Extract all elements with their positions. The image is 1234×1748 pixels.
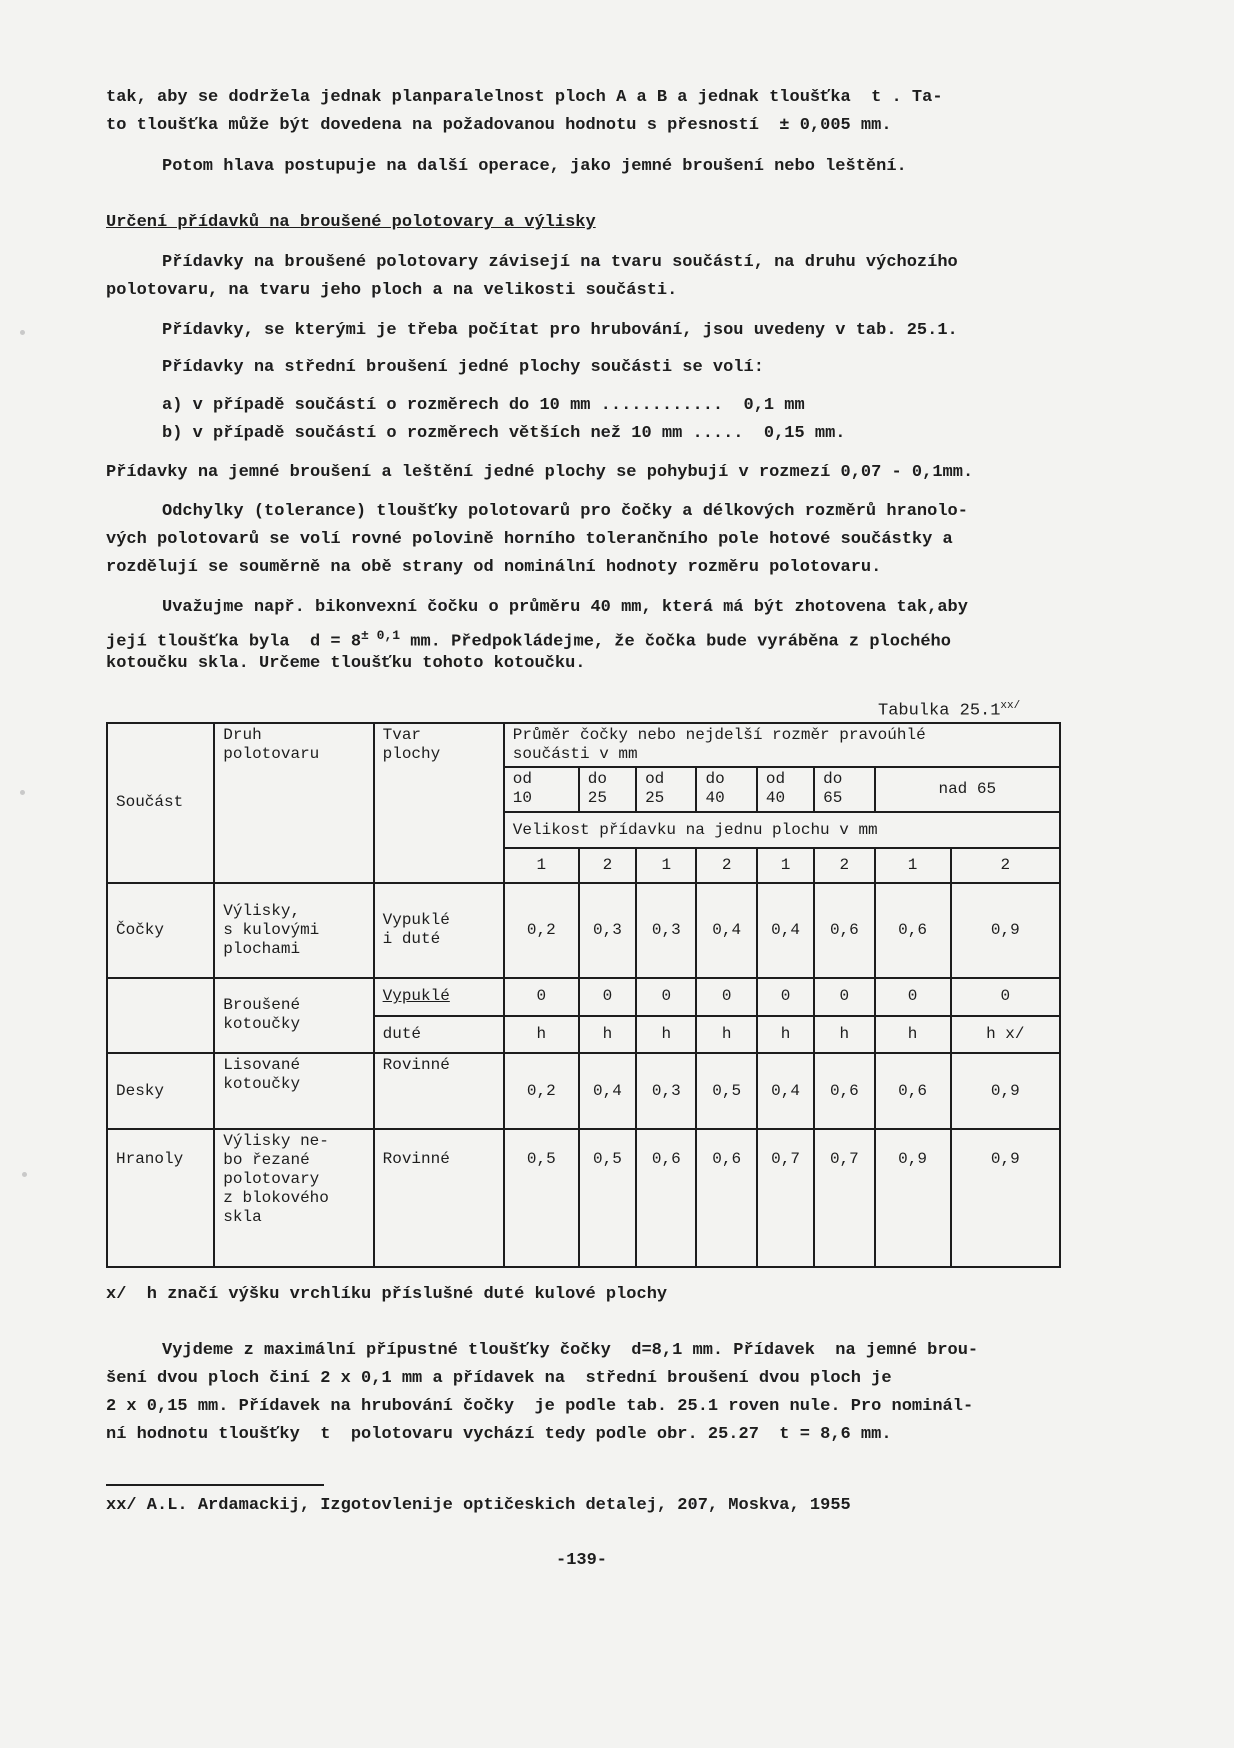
value-cell: h <box>875 1016 951 1052</box>
paragraph-line: Potom hlava postupuje na další operace, jako jemné broušení nebo leštění. <box>162 157 907 176</box>
header-shape: Tvar plochy <box>374 723 504 883</box>
col-index: 1 <box>504 848 579 882</box>
value-cell: 0,7 <box>814 1129 874 1267</box>
value-cell: 0 <box>757 978 814 1016</box>
value-cell: 0,3 <box>636 1053 696 1130</box>
row-shape: Rovinné <box>374 1053 504 1130</box>
table-row <box>107 1053 1060 1130</box>
row-part: Desky <box>107 1053 214 1130</box>
header-diameter: Průměr čočky nebo nejdelší rozměr pravoúhlé součásti v mm <box>504 723 1060 767</box>
scan-speck <box>20 330 25 335</box>
table-row <box>107 978 1060 1016</box>
value-cell: 0,9 <box>951 883 1060 978</box>
col-index: 2 <box>696 848 756 882</box>
value-cell: 0 <box>696 978 756 1016</box>
header-part: Součást <box>107 723 214 883</box>
value-cell: 0,6 <box>696 1129 756 1267</box>
value-cell: h <box>814 1016 874 1052</box>
value-cell: 0,3 <box>636 883 696 978</box>
table-caption-text: Tabulka 25.1 <box>878 701 1001 721</box>
value-cell: 0 <box>504 978 579 1016</box>
paragraph-line <box>106 626 951 653</box>
value-cell: 0,9 <box>951 1129 1060 1267</box>
header-allowance: Velikost přídavku na jednu plochu v mm <box>504 812 1060 848</box>
table-caption <box>878 700 1020 721</box>
row-shape: Rovinné <box>374 1129 504 1267</box>
col-index: 1 <box>636 848 696 882</box>
range-cell: nad 65 <box>875 767 1060 811</box>
footnote: xx/ A.L. Ardamackij, Izgotovlenije optičeskich detalej, 207, Moskva, 1955 <box>106 1496 851 1515</box>
tolerance-superscript: ± 0,1 <box>361 628 401 643</box>
allowance-table <box>106 722 1061 1268</box>
value-cell: 0,4 <box>696 883 756 978</box>
row-semi: Lisované kotoučky <box>214 1053 373 1130</box>
range-cell: od 40 <box>757 767 814 811</box>
value-cell: 0,4 <box>757 883 814 978</box>
value-cell: 0 <box>814 978 874 1016</box>
footnote-divider <box>106 1484 324 1486</box>
paragraph-line: Vyjdeme z maximální přípustné tloušťky čočky d=8,1 mm. Přídavek na jemné brou- <box>162 1341 979 1360</box>
range-cell: od 25 <box>636 767 696 811</box>
scan-speck <box>22 1172 27 1177</box>
value-cell: h <box>696 1016 756 1052</box>
table-row <box>107 1129 1060 1267</box>
paragraph-line: šení dvou ploch činí 2 x 0,1 mm a přídavek na střední broušení dvou ploch je <box>106 1369 892 1388</box>
value-cell: 0,6 <box>814 883 874 978</box>
paragraph-line: Přídavky na broušené polotovary závisejí na tvaru součástí, na druhu výchozího <box>162 253 958 272</box>
value-cell: 0,4 <box>757 1053 814 1130</box>
col-index: 1 <box>875 848 951 882</box>
value-cell: 0 <box>875 978 951 1016</box>
value-cell: 0,9 <box>875 1129 951 1267</box>
col-index: 2 <box>579 848 636 882</box>
row-semi: Výlisky ne- bo řezané polotovary z blokového skla <box>214 1129 373 1267</box>
row-semi: Broušené kotoučky <box>214 978 373 1053</box>
range-cell: do 65 <box>814 767 874 811</box>
range-cell: do 25 <box>579 767 636 811</box>
formula-text: její tloušťka byla d = 8 <box>106 632 362 652</box>
paragraph-line: polotovaru, na tvaru jeho ploch a na velikosti součásti. <box>106 281 678 300</box>
row-shape: duté <box>374 1016 504 1052</box>
row-part: Čočky <box>107 883 214 978</box>
table-caption-mark: xx/ <box>1000 700 1021 712</box>
range-cell: od 10 <box>504 767 579 811</box>
paragraph-line: ní hodnotu tloušťky t polotovaru vychází tedy podle obr. 25.27 t = 8,6 mm. <box>106 1425 892 1444</box>
col-index: 1 <box>757 848 814 882</box>
value-cell: h <box>636 1016 696 1052</box>
value-cell: h x/ <box>951 1016 1060 1052</box>
row-semi: Výlisky, s kulovými plochami <box>214 883 373 978</box>
section-heading: Určení přídavků na broušené polotovary a výlisky <box>106 213 596 232</box>
paragraph-line: Přídavky na střední broušení jedné plochy součásti se volí: <box>162 358 764 377</box>
value-cell: 0,6 <box>875 883 951 978</box>
value-cell: 0,5 <box>579 1129 636 1267</box>
value-cell: 0 <box>636 978 696 1016</box>
value-cell: 0,6 <box>875 1053 951 1130</box>
paragraph-line: Přídavky, se kterými je třeba počítat pro hrubování, jsou uvedeny v tab. 25.1. <box>162 321 958 340</box>
table-row <box>107 883 1060 978</box>
value-cell: 0,6 <box>636 1129 696 1267</box>
value-cell: 0,5 <box>504 1129 579 1267</box>
paragraph-line: to tloušťka může být dovedena na požadovanou hodnotu s přesností ± 0,005 mm. <box>106 116 892 135</box>
row-shape: Vypuklé i duté <box>374 883 504 978</box>
table-note: x/ h značí výšku vrchlíku příslušné duté kulové plochy <box>106 1285 668 1304</box>
value-cell: 0,6 <box>814 1053 874 1130</box>
formula-text-rest: mm. Předpokládejme, že čočka bude vyráběna z plochého <box>400 632 951 652</box>
value-cell: 0,2 <box>504 883 579 978</box>
paragraph-line: vých polotovarů se volí rovné polovině horního tolerančního pole hotové součástky a <box>106 530 953 549</box>
scan-speck <box>20 790 25 795</box>
value-cell: 0 <box>951 978 1060 1016</box>
page-number: -139- <box>556 1551 608 1570</box>
paragraph-line: 2 x 0,15 mm. Přídavek na hrubování čočky je podle tab. 25.1 roven nule. Pro nominál- <box>106 1397 974 1416</box>
row-part-empty <box>107 978 214 1053</box>
value-cell: h <box>579 1016 636 1052</box>
value-cell: h <box>757 1016 814 1052</box>
paragraph-line: rozdělují se souměrně na obě strany od nominální hodnoty rozměru polotovaru. <box>106 558 882 577</box>
value-cell: 0,2 <box>504 1053 579 1130</box>
paragraph-line: kotoučku skla. Určeme tloušťku tohoto kotoučku. <box>106 654 586 673</box>
list-item-a: a) v případě součástí o rozměrech do 10 mm ............ 0,1 mm <box>162 396 805 415</box>
paragraph-line: tak, aby se dodržela jednak planparalelnost ploch A a B a jednak tloušťka t . Ta- <box>106 88 943 107</box>
range-cell: do 40 <box>696 767 756 811</box>
value-cell: 0,9 <box>951 1053 1060 1130</box>
value-cell: h <box>504 1016 579 1052</box>
value-cell: 0,3 <box>579 883 636 978</box>
col-index: 2 <box>951 848 1060 882</box>
row-shape: Vypuklé <box>374 978 504 1016</box>
value-cell: 0,5 <box>696 1053 756 1130</box>
paragraph-line: Odchylky (tolerance) tloušťky polotovarů pro čočky a délkových rozměrů hranolo- <box>162 502 968 521</box>
paragraph-line: Přídavky na jemné broušení a leštění jedné plochy se pohybují v rozmezí 0,07 - 0,1mm. <box>106 463 974 482</box>
row-part: Hranoly <box>107 1129 214 1267</box>
value-cell: 0,4 <box>579 1053 636 1130</box>
col-index: 2 <box>814 848 874 882</box>
list-item-b: b) v případě součástí o rozměrech větších než 10 mm ..... 0,15 mm. <box>162 424 846 443</box>
value-cell: 0,7 <box>757 1129 814 1267</box>
value-cell: 0 <box>579 978 636 1016</box>
paragraph-line: Uvažujme např. bikonvexní čočku o průměru 40 mm, která má být zhotovena tak,aby <box>162 598 968 617</box>
header-semi: Druh polotovaru <box>214 723 373 883</box>
